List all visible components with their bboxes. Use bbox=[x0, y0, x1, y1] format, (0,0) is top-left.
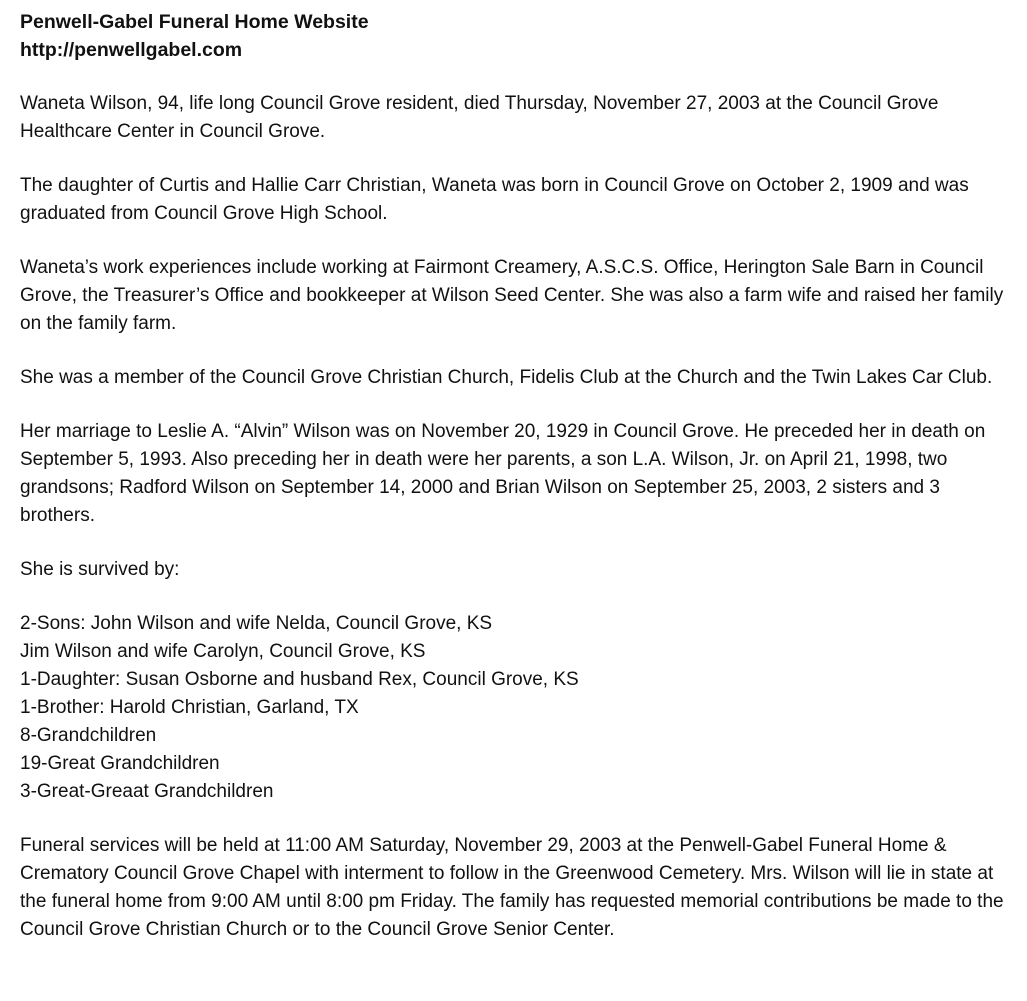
survived-by-label: She is survived by: bbox=[20, 559, 180, 580]
survivor-line: 19-Great Grandchildren bbox=[20, 753, 220, 774]
paragraph-marriage-preceded: Her marriage to Leslie A. “Alvin” Wilson was on November 20, 1929 in Council Grove. He preceded her in death on September 5, 1993. Also preceding her in death were her parents, a son L.A. Wilson, Jr. on April 21, 1998, two grandsons; Radford Wilson on September 14, 2000 and Brian Wilson on September 25, 2003, 2 sisters and 3 brothers. bbox=[20, 421, 986, 526]
document-title: Penwell-Gabel Funeral Home Website bbox=[20, 11, 369, 33]
paragraph-birth-education: The daughter of Curtis and Hallie Carr Christian, Waneta was born in Council Grove on October 2, 1909 and was graduated from Council Grove High School. bbox=[20, 175, 969, 224]
survivor-line: Jim Wilson and wife Carolyn, Council Grove, KS bbox=[20, 641, 426, 662]
paragraph-funeral-services: Funeral services will be held at 11:00 AM Saturday, November 29, 2003 at the Penwell-Gabel Funeral Home & Crematory Council Grove Chapel with interment to follow in the Greenwood Cemetery. Mrs. Wilson will lie in state at the funeral home from 9:00 AM until 8:00 pm Friday. The family has requested memorial contributions be made to the Council Grove Christian Church or to the Council Grove Senior Center. bbox=[20, 835, 1004, 940]
survivor-line: 3-Great-Greaat Grandchildren bbox=[20, 781, 274, 802]
paragraph-death-notice: Waneta Wilson, 94, life long Council Grove resident, died Thursday, November 27, 2003 at the Council Grove Healthcare Center in Council Grove. bbox=[20, 93, 939, 142]
paragraph-memberships: She was a member of the Council Grove Christian Church, Fidelis Club at the Church and the Twin Lakes Car Club. bbox=[20, 367, 993, 388]
survivor-line: 8-Grandchildren bbox=[20, 725, 157, 746]
document-url: http://penwellgabel.com bbox=[20, 39, 243, 61]
survivor-line: 1-Daughter: Susan Osborne and husband Rex, Council Grove, KS bbox=[20, 669, 579, 690]
survivor-line: 1-Brother: Harold Christian, Garland, TX bbox=[20, 697, 359, 718]
survivors-list bbox=[20, 610, 1009, 806]
document-header bbox=[20, 8, 1009, 64]
survivor-line: 2-Sons: John Wilson and wife Nelda, Council Grove, KS bbox=[20, 613, 493, 634]
paragraph-work-history: Waneta’s work experiences include working at Fairmont Creamery, A.S.C.S. Office, Herington Sale Barn in Council Grove, the Treasurer’s Office and bookkeeper at Wilson Seed Center. She was also a farm wife and raised her family on the family farm. bbox=[20, 257, 1004, 334]
